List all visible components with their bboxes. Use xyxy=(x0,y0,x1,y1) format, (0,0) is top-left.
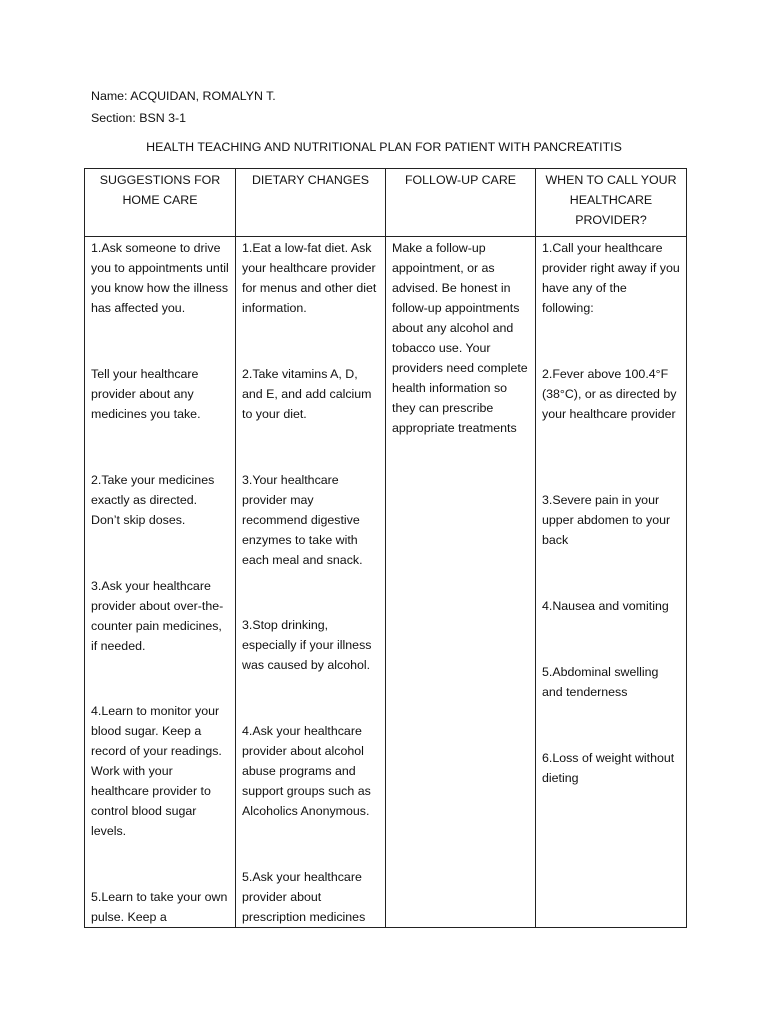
dietary-item: 5.Ask your healthcare provider about prescription medicines xyxy=(242,870,366,924)
call-provider-item: 6.Loss of weight without dieting xyxy=(542,751,675,785)
home-care-item: Tell your healthcare provider about any medicines you take. xyxy=(91,367,201,421)
student-name: Name: ACQUIDAN, ROMALYN T. xyxy=(91,89,276,103)
call-provider-item: 2.Fever above 100.4°F (38°C), or as directed by your healthcare provider xyxy=(542,367,677,421)
home-care-item: 5.Learn to take your own pulse. Keep a xyxy=(91,890,228,924)
dietary-changes-cell xyxy=(236,237,386,928)
home-care-cell xyxy=(85,237,236,928)
when-to-call-cell xyxy=(536,237,687,928)
dietary-item: 3.Stop drinking, especially if your illness was caused by alcohol. xyxy=(242,618,372,672)
call-provider-item: 3.Severe pain in your upper abdomen to your back xyxy=(542,493,671,547)
home-care-item: 2.Take your medicines exactly as directed. Don’t skip doses. xyxy=(91,473,215,527)
column-header-home-care: SUGGESTIONS FOR HOME CARE xyxy=(85,169,236,237)
follow-up-care-cell xyxy=(386,237,536,928)
home-care-item: 3.Ask your healthcare provider about over-the-counter pain medicines, if needed. xyxy=(91,579,224,653)
dietary-item: 1.Eat a low-fat diet. Ask your healthcare provider for menus and other diet information. xyxy=(242,241,377,315)
follow-up-item: Make a follow-up appointment, or as advised. Be honest in follow-up appointments about any alcohol and tobacco use. Your providers need complete health information so they can prescribe appropriate treatments xyxy=(392,241,528,435)
document-title: HEALTH TEACHING AND NUTRITIONAL PLAN FOR PATIENT WITH PANCREATITIS xyxy=(146,140,622,154)
call-provider-item: 1.Call your healthcare provider right away if you have any of the following: xyxy=(542,241,680,315)
home-care-item: 1.Ask someone to drive you to appointments until you know how the illness has affected you. xyxy=(91,241,229,315)
dietary-item: 4.Ask your healthcare provider about alcohol abuse programs and support groups such as Alcoholics Anonymous. xyxy=(242,724,371,818)
column-header-follow-up-care: FOLLOW-UP CARE xyxy=(386,169,536,237)
table-header-row xyxy=(85,169,687,237)
student-section: Section: BSN 3-1 xyxy=(91,111,187,125)
home-care-item: 4.Learn to monitor your blood sugar. Keep a record of your readings. Work with your healthcare provider to control blood sugar levels. xyxy=(91,704,222,838)
column-header-dietary-changes: DIETARY CHANGES xyxy=(236,169,386,237)
plan-table xyxy=(84,168,687,928)
column-header-when-to-call: WHEN TO CALL YOUR HEALTHCARE PROVIDER? xyxy=(536,169,687,237)
dietary-item: 2.Take vitamins A, D, and E, and add calcium to your diet. xyxy=(242,367,372,421)
call-provider-item: 4.Nausea and vomiting xyxy=(542,599,669,613)
dietary-item: 3.Your healthcare provider may recommend digestive enzymes to take with each meal and snack. xyxy=(242,473,363,567)
call-provider-item: 5.Abdominal swelling and tenderness xyxy=(542,665,659,699)
table-row xyxy=(85,237,687,928)
